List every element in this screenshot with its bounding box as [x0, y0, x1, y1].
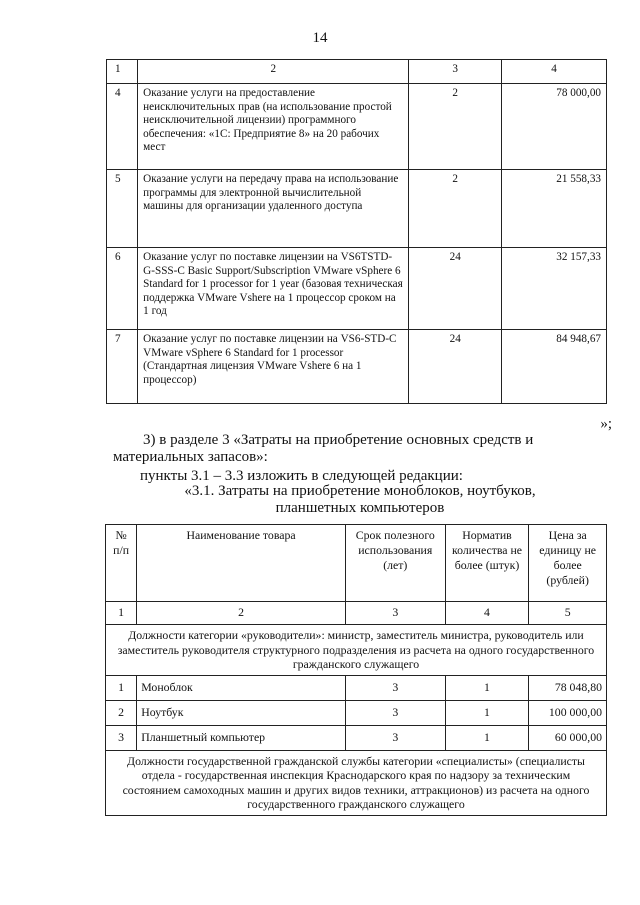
- service-price: 84 948,67: [501, 330, 606, 404]
- column-numbers-row: [106, 602, 607, 625]
- row-number: 5: [107, 170, 138, 248]
- table-row: [106, 725, 607, 750]
- row-number: 6: [107, 248, 138, 330]
- service-qty: 2: [409, 84, 502, 170]
- service-qty: 24: [409, 330, 502, 404]
- col-number-2: 2: [138, 60, 409, 84]
- section-row-managers: [106, 625, 607, 676]
- col-number-5: 5: [529, 602, 607, 625]
- service-name: Оказание услуги на передачу права на использование программы для электронной вычислительной машины для организации удаленного доступа: [138, 170, 409, 248]
- col-number-3: 3: [409, 60, 502, 84]
- heading-line-1: «3.1. Затраты на приобретение моноблоков, ноутбуков,: [184, 483, 536, 499]
- table-row: [107, 84, 607, 170]
- service-qty: 24: [409, 248, 502, 330]
- service-qty: 2: [409, 170, 502, 248]
- item-qty: 1: [445, 675, 529, 700]
- software-services-table: [106, 59, 607, 404]
- service-price: 78 000,00: [501, 84, 606, 170]
- table-row: [106, 700, 607, 725]
- row-number: 7: [107, 330, 138, 404]
- closing-quote: »;: [600, 416, 612, 432]
- item-number: 1: [106, 675, 137, 700]
- page-number: 14: [312, 30, 328, 46]
- item-price: 78 048,80: [529, 675, 607, 700]
- service-name: Оказание услуги на предоставление неисключительных прав (на использование простой неисключительной лицензии) программного обеспечения: «1С: Предприятие 8» на 20 рабочих мест: [138, 84, 409, 170]
- computers-table: [105, 524, 607, 816]
- service-price: 32 157,33: [501, 248, 606, 330]
- item-term: 3: [345, 700, 445, 725]
- col-number-2: 2: [137, 602, 346, 625]
- section-heading: [113, 483, 607, 517]
- item-price: 100 000,00: [529, 700, 607, 725]
- service-price: 21 558,33: [501, 170, 606, 248]
- header-term: Срок полезного использования (лет): [345, 525, 445, 602]
- table-header-row: [106, 525, 607, 602]
- header-norm: Норматив количества не более (штук): [445, 525, 529, 602]
- header-number: № п/п: [106, 525, 137, 602]
- row-number: 4: [107, 84, 138, 170]
- col-number-4: 4: [445, 602, 529, 625]
- item-number: 2: [106, 700, 137, 725]
- item-name: Ноутбук: [137, 700, 346, 725]
- col-number-1: 1: [106, 602, 137, 625]
- item-name: Моноблок: [137, 675, 346, 700]
- item-name: Планшетный компьютер: [137, 725, 346, 750]
- section-row-specialists: [106, 750, 607, 815]
- header-price: Цена за единицу не более (рублей): [529, 525, 607, 602]
- col-number-1: 1: [107, 60, 138, 84]
- paragraph-points: пункты 3.1 – 3.3 изложить в следующей редакции:: [140, 468, 463, 484]
- table-header-row: [107, 60, 607, 84]
- paragraph-line-1: 3) в разделе 3 «Затраты на приобретение основных средств и: [143, 432, 534, 448]
- col-number-4: 4: [501, 60, 606, 84]
- section-title: Должности категории «руководители»: министр, заместитель министра, руководитель или заместитель руководителя структурного подразделения из расчета на одного государственного гражданского служащего: [106, 625, 607, 676]
- paragraph-line-2: материальных запасов»:: [113, 449, 268, 465]
- heading-line-2: планшетных компьютеров: [275, 500, 445, 516]
- table-row: [107, 330, 607, 404]
- section-title: Должности государственной гражданской службы категории «специалисты» (специалисты отдела - государственная инспекция Краснодарского края по надзору за техническим состоянием самоходных машин и других видов техники, аттракционов) из расчета на одного государственного гражданского служащего: [106, 750, 607, 815]
- service-name: Оказание услуг по поставке лицензии на VS6-STD-C VMware vSphere 6 Standard for 1 processor (Стандартная лицензия VMware Vshere 6 на 1 процессор): [138, 330, 409, 404]
- item-number: 3: [106, 725, 137, 750]
- item-term: 3: [345, 675, 445, 700]
- table-row: [107, 170, 607, 248]
- service-name: Оказание услуг по поставке лицензии на VS6TSTD-G-SSS-C Basic Support/Subscription VMware vSphere 6 Standard for 1 processor for 1 year (базовая техническая поддержка VMware Vshere на 1 процессор сроком на 1 год: [138, 248, 409, 330]
- table-row: [106, 675, 607, 700]
- paragraph-section-3: [113, 432, 607, 466]
- header-name: Наименование товара: [137, 525, 346, 602]
- item-qty: 1: [445, 725, 529, 750]
- item-term: 3: [345, 725, 445, 750]
- table-row: [107, 248, 607, 330]
- col-number-3: 3: [345, 602, 445, 625]
- item-qty: 1: [445, 700, 529, 725]
- item-price: 60 000,00: [529, 725, 607, 750]
